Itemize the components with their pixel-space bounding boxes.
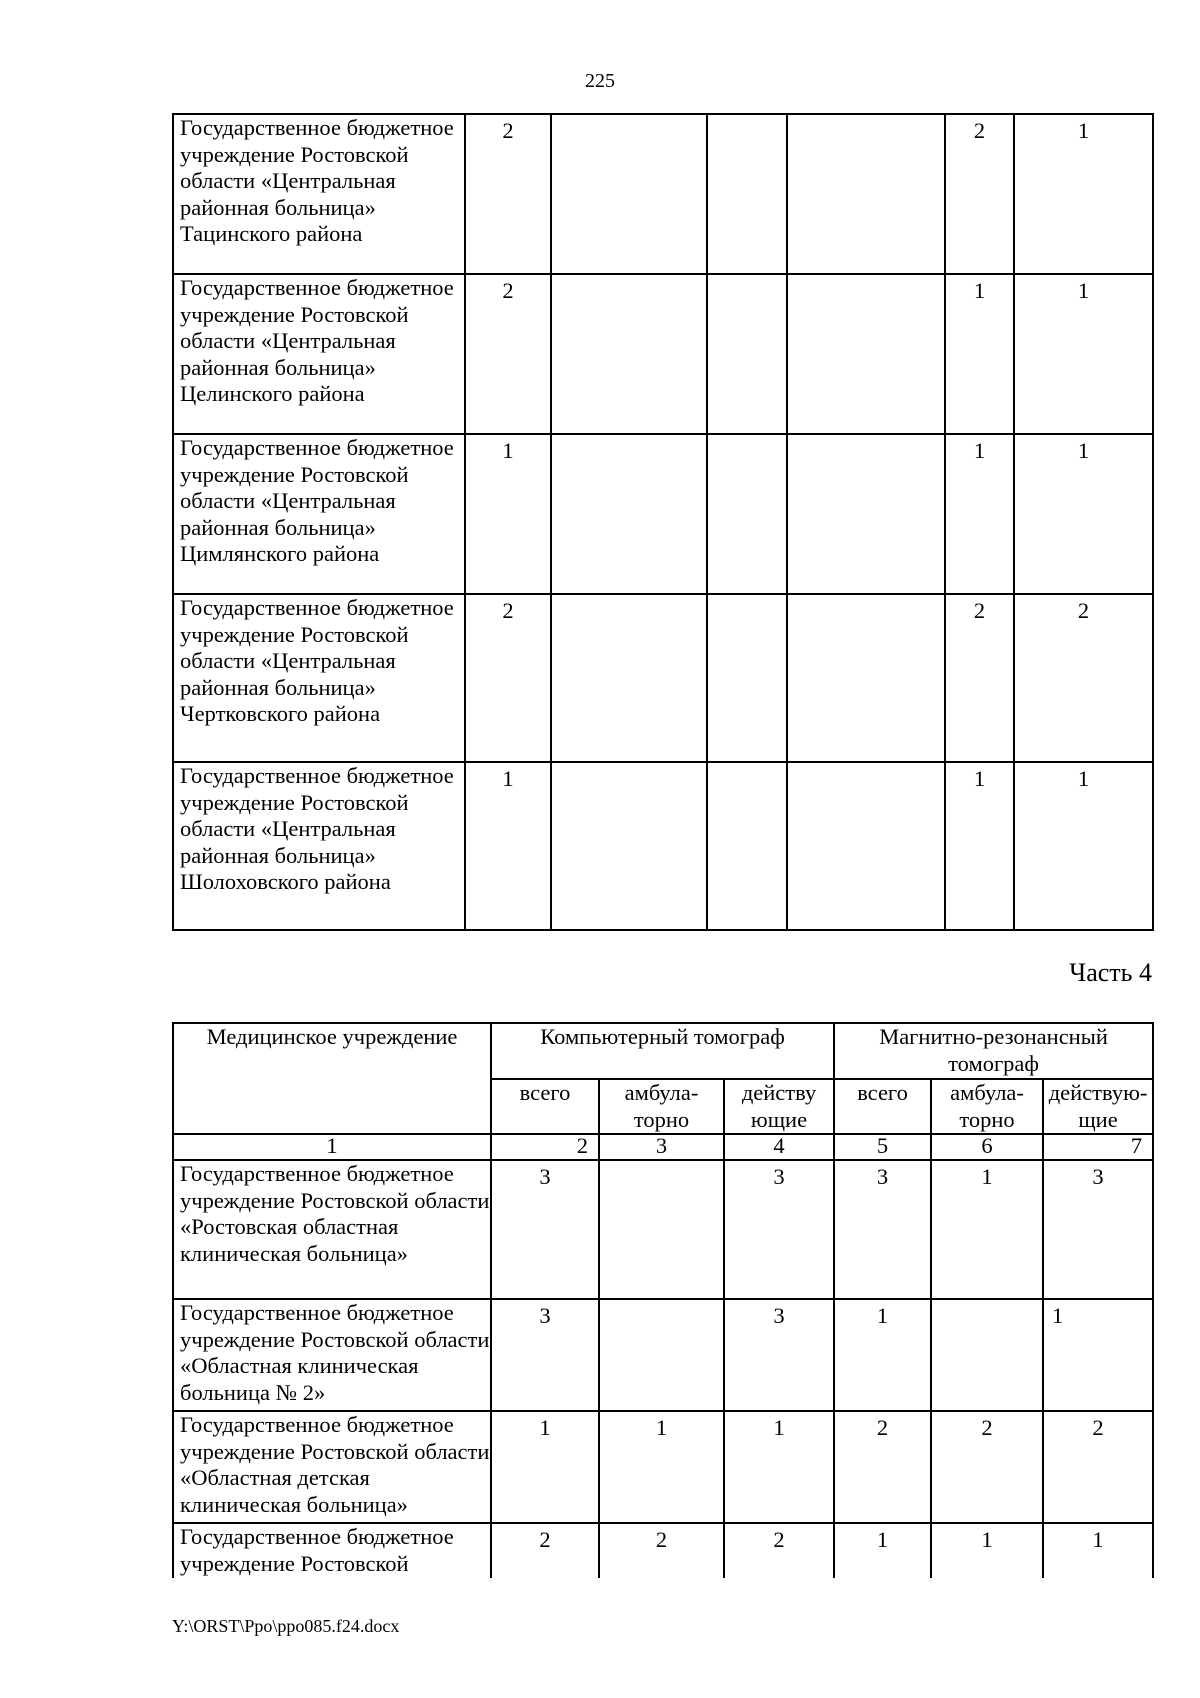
cell-value: 1 (931, 1523, 1043, 1578)
cell-value: 2 (1043, 1411, 1153, 1523)
table-row (173, 1523, 1153, 1578)
column-index: 5 (834, 1134, 931, 1160)
cell-value: 1 (1014, 762, 1153, 930)
institution-name: Государственное бюджетное учреждение Ростовской области «Центральная районная больница» Тацинского района (173, 114, 465, 274)
institution-name: Государственное бюджетное учреждение Ростовской области «Центральная районная больница» Чертковского района (173, 594, 465, 762)
column-index: 6 (931, 1134, 1043, 1160)
header-mri: Магнитно-резонансный томограф (834, 1023, 1153, 1079)
header-ct: Компьютерный томограф (491, 1023, 834, 1079)
table-row (173, 1411, 1153, 1523)
column-index-row (173, 1134, 1153, 1160)
hospital-table-continued (172, 113, 1154, 931)
header-mri-active: действую-щие (1043, 1079, 1153, 1134)
cell-value: 2 (465, 594, 551, 762)
cell-value (551, 434, 707, 594)
table-row (173, 1160, 1153, 1299)
cell-value (787, 274, 945, 434)
part-label: Часть 4 (1069, 958, 1152, 987)
cell-value (551, 762, 707, 930)
cell-value: 2 (465, 274, 551, 434)
cell-value: 2 (834, 1411, 931, 1523)
cell-value: 1 (945, 274, 1014, 434)
header-ct-outpatient: амбула-торно (599, 1079, 724, 1134)
cell-value (551, 274, 707, 434)
header-mri-outpatient: амбула-торно (931, 1079, 1043, 1134)
header-institution: Медицинское учреждение (173, 1023, 491, 1134)
cell-value (551, 594, 707, 762)
cell-value (707, 762, 787, 930)
institution-name: Государственное бюджетное учреждение Ростовской области «Центральная районная больница» Целинского района (173, 274, 465, 434)
institution-name: Государственное бюджетное учреждение Ростовской области «Областная детская клиническая больница» (173, 1411, 491, 1523)
cell-value: 3 (491, 1160, 599, 1299)
cell-value: 2 (599, 1523, 724, 1578)
table-row (173, 274, 1153, 434)
cell-value: 1 (465, 762, 551, 930)
cell-value: 3 (724, 1160, 834, 1299)
cell-value (707, 434, 787, 594)
institution-name: Государственное бюджетное учреждение Ростовской (173, 1523, 491, 1578)
cell-value: 1 (1043, 1523, 1153, 1578)
cell-value: 1 (1014, 274, 1153, 434)
cell-value (707, 594, 787, 762)
cell-value: 2 (1014, 594, 1153, 762)
cell-value (931, 1299, 1043, 1411)
cell-value: 3 (1043, 1160, 1153, 1299)
institution-name: Государственное бюджетное учреждение Ростовской области «Центральная районная больница» Цимлянского района (173, 434, 465, 594)
cell-value: 1 (945, 762, 1014, 930)
cell-value: 3 (834, 1160, 931, 1299)
cell-value: 1 (465, 434, 551, 594)
cell-value: 1 (1014, 114, 1153, 274)
cell-value (599, 1299, 724, 1411)
cell-value: 1 (834, 1299, 931, 1411)
cell-value (707, 114, 787, 274)
cell-value (707, 274, 787, 434)
header-ct-active: действу ющие (724, 1079, 834, 1134)
cell-value (787, 762, 945, 930)
cell-value (787, 114, 945, 274)
column-index: 7 (1043, 1134, 1153, 1160)
cell-value: 3 (724, 1299, 834, 1411)
tomograph-table (172, 1022, 1154, 1578)
column-index: 4 (724, 1134, 834, 1160)
column-index: 3 (599, 1134, 724, 1160)
page-number: 225 (585, 70, 615, 92)
table-row (173, 594, 1153, 762)
cell-value: 1 (491, 1411, 599, 1523)
cell-value: 2 (465, 114, 551, 274)
header-ct-total: всего (491, 1079, 599, 1134)
column-index: 2 (491, 1134, 599, 1160)
institution-name: Государственное бюджетное учреждение Ростовской области «Областная клиническая больница № 2» (173, 1299, 491, 1411)
cell-value: 1 (945, 434, 1014, 594)
cell-value: 2 (945, 114, 1014, 274)
header-mri-total: всего (834, 1079, 931, 1134)
table-row (173, 434, 1153, 594)
cell-value: 2 (931, 1411, 1043, 1523)
cell-value (787, 434, 945, 594)
cell-value: 3 (491, 1299, 599, 1411)
cell-value (787, 594, 945, 762)
cell-value: 2 (491, 1523, 599, 1578)
cell-value: 1 (1014, 434, 1153, 594)
cell-value (551, 114, 707, 274)
table-row (173, 762, 1153, 930)
cell-value: 1 (834, 1523, 931, 1578)
institution-name: Государственное бюджетное учреждение Ростовской области «Ростовская областная клиническая больница» (173, 1160, 491, 1299)
cell-value: 2 (724, 1523, 834, 1578)
table-row (173, 114, 1153, 274)
cell-value: 1 (724, 1411, 834, 1523)
column-index: 1 (173, 1134, 491, 1160)
cell-value: 1 (931, 1160, 1043, 1299)
footer-file-path: Y:\ORST\Ppo\ppo085.f24.docx (172, 1616, 400, 1636)
cell-value (599, 1160, 724, 1299)
cell-value: 1 (599, 1411, 724, 1523)
cell-value: 1 (1043, 1299, 1153, 1411)
cell-value: 2 (945, 594, 1014, 762)
table-row (173, 1299, 1153, 1411)
institution-name: Государственное бюджетное учреждение Ростовской области «Центральная районная больница» Шолоховского района (173, 762, 465, 930)
header-row (173, 1023, 1153, 1079)
